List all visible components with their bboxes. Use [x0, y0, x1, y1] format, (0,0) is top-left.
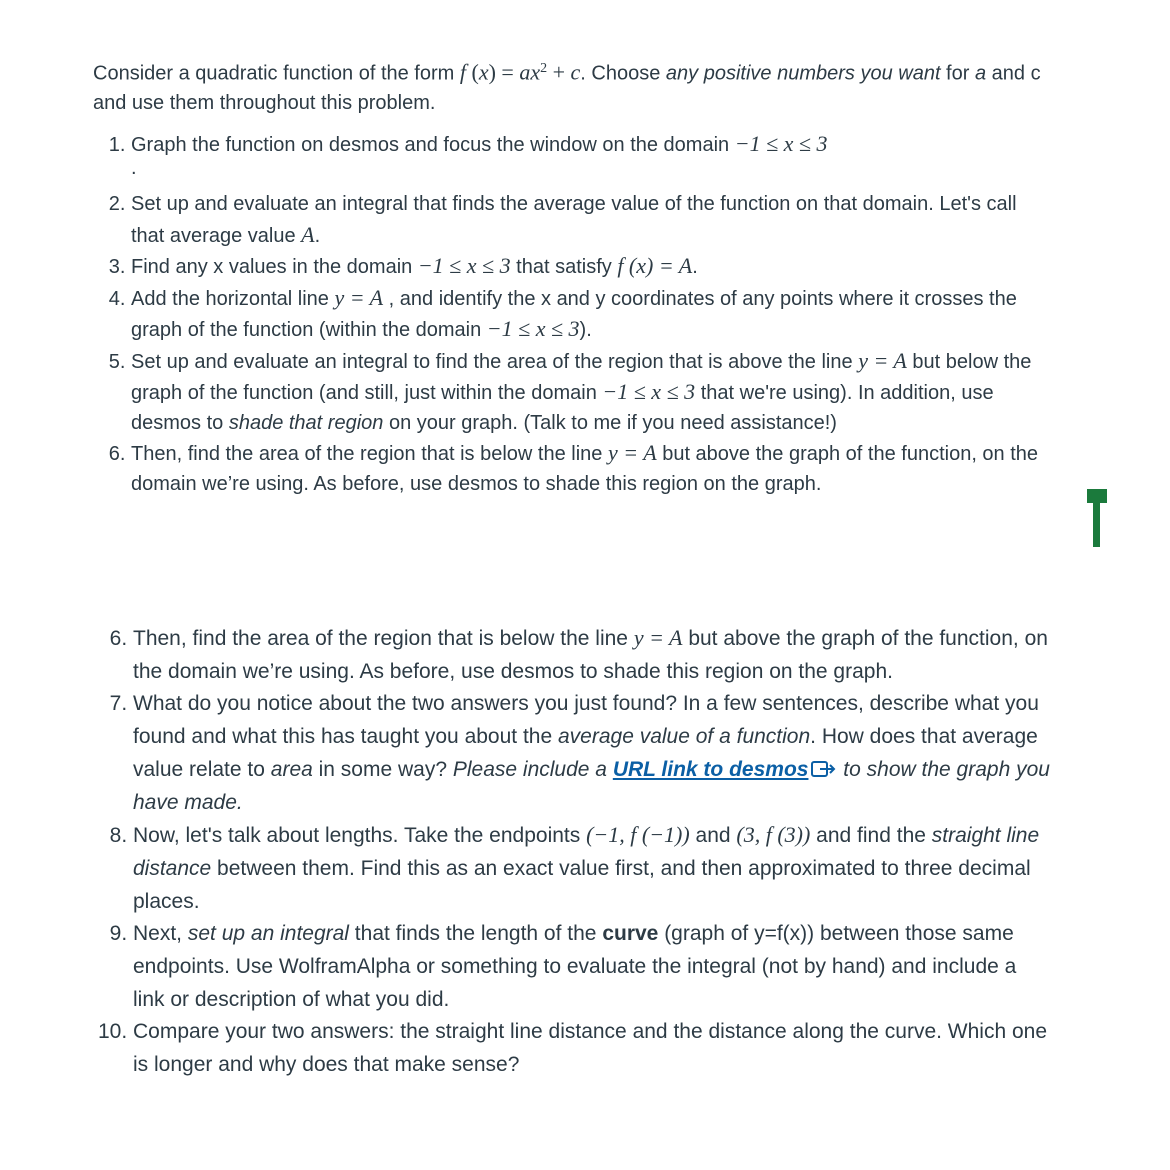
question-9: 9. Next, set up an integral that finds the length of the curve (graph of y=f(x)) between those same endpoints. Use WolframAlpha or something to evaluate the integral (not by hand) and include a link or description of what you did. [133, 918, 1053, 1016]
question-6: 6. Then, find the area of the region that is below the line y = A but above the graph of the function, on the domain we’re using. As before, use desmos to shade this region on the graph. [131, 438, 1053, 499]
question-8: 8. Now, let's talk about lengths. Take the endpoints (−1, f (−1)) and (3, f (3)) and find the straight line distance between them. Find this as an exact value first, and then approximated to three decimal places. [133, 819, 1053, 918]
intro-paragraph: Consider a quadratic function of the form f $(x) = ax^2 + c$. Choose any positive numbers you want for a and c and use them throughout this problem. [93, 59, 1041, 115]
external-link-icon [811, 760, 837, 778]
question-2: 2. Set up and evaluate an integral that finds the average value of the function on that domain. Let's call that average value A. [131, 190, 1053, 251]
problem-part-2 [93, 622, 1053, 1082]
questions-list-2 [93, 622, 1053, 1082]
question-5: 5. Set up and evaluate an integral to find the area of the region that is above the line y = A but below the graph of the function (and still, just within the domain −1 ≤ x ≤ 3 that we're using). In addition, use desmos to shade that region on your graph. (Talk to me if you need assistance!) [131, 346, 1053, 439]
desmos-link[interactable]: URL link to desmos [612, 757, 809, 781]
question-3: 3. Find any x values in the domain −1 ≤ x ≤ 3 that satisfy f (x) = A. [131, 251, 1053, 283]
question-7: 7. What do you notice about the two answers you just found? In a few sentences, describe what you found and what this has taught you about the average value of a function. How does that average value relate to area in some way? Please include a URL link to desmos to show the graph you have made. [133, 688, 1053, 819]
question-6-repeat: 6. Then, find the area of the region that is below the line y = A but above the graph of the function, on the domain we’re using. As before, use desmos to shade this region on the graph. [133, 622, 1053, 688]
question-10: 10. Compare your two answers: the straight line distance and the distance along the curve. Which one is longer and why does that make sense? [133, 1016, 1053, 1081]
question-4: 4. Add the horizontal line y = A , and identify the x and y coordinates of any points where it crosses the graph of the function (within the domain −1 ≤ x ≤ 3). [131, 283, 1053, 346]
question-1: 1. Graph the function on desmos and focus the window on the domain −1 ≤ x ≤ 3 . [131, 129, 1053, 191]
text-cursor-marker-icon [1087, 489, 1107, 547]
problem-part-1 [93, 54, 1053, 499]
questions-list-1 [93, 129, 1053, 500]
